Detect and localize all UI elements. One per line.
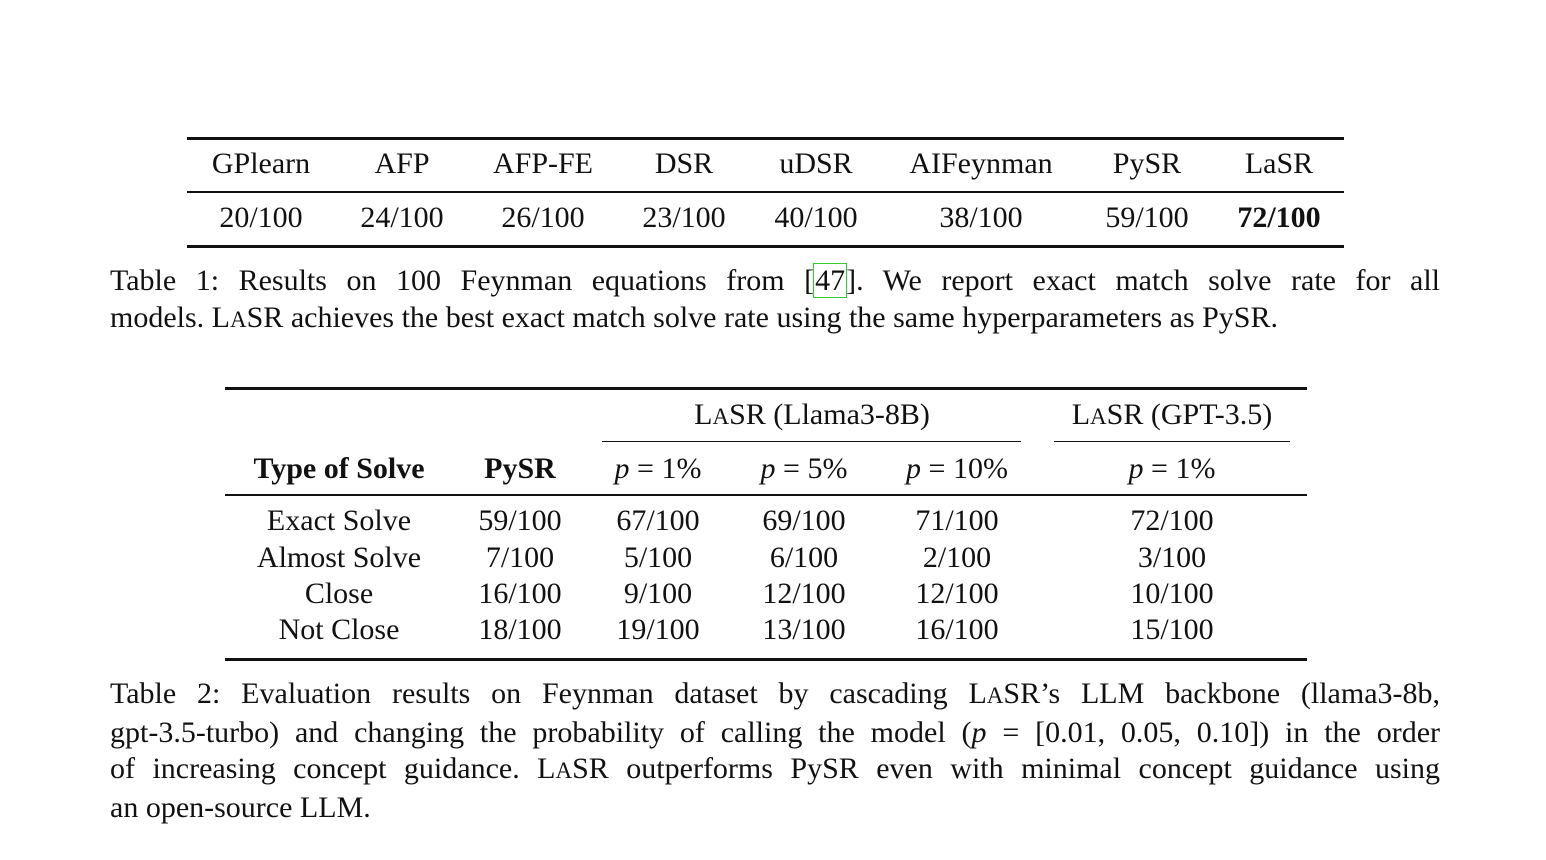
lasr-name: LASR (1071, 398, 1144, 431)
table1-cell: 40/100 (774, 201, 858, 234)
lasr-name: LASR (968, 677, 1041, 710)
p-value-header: p = 10% (906, 452, 1008, 485)
row-label: Close (304, 577, 374, 610)
caption1-line-2 (110, 300, 1440, 339)
caption2-line-1 (110, 676, 1440, 715)
citation-link[interactable]: 47 (815, 264, 846, 297)
table2-cell: 18/100 (478, 613, 562, 646)
table2-group2-cmidrule (1054, 441, 1290, 442)
table2-mid-rule (225, 494, 1307, 496)
caption1-text: models. (110, 300, 205, 334)
row-label: Almost Solve (256, 541, 422, 574)
table2-cell: 7/100 (485, 541, 555, 574)
row-label: Not Close (278, 613, 400, 646)
table2-cell: 19/100 (616, 613, 700, 646)
table2-caption (110, 676, 1440, 826)
caption2-line-2: gpt-3.5-turbo) and changing the probability of calling the model (p = [0.01, 0.05, 0.10]) in the order (110, 715, 1440, 749)
caption2-text: of increasing concept guidance. (110, 752, 520, 785)
table2-group1-cmidrule (602, 441, 1021, 442)
table1-cell: 23/100 (642, 201, 726, 234)
table2-cell: 15/100 (1130, 613, 1214, 646)
table2-top-rule (225, 387, 1307, 390)
table1-top-rule (187, 137, 1344, 140)
table2-cell: 69/100 (762, 504, 846, 537)
table2-cell: 12/100 (915, 577, 999, 610)
caption2-line-3 (110, 751, 1440, 790)
group-header-llama3 (694, 397, 930, 435)
table1-mid-rule (187, 191, 1344, 193)
table1-cell: 38/100 (939, 201, 1023, 234)
table1-col-header: uDSR (779, 147, 853, 180)
table2-cell: 59/100 (478, 504, 562, 537)
caption2-line-4: an open-source LLM. (110, 790, 371, 824)
table2-cell: 71/100 (915, 504, 999, 537)
table1-col-header: AFP (374, 147, 430, 180)
caption2-text: ’s LLM backbone (llama3-8b, (1040, 677, 1440, 710)
p-value-header: p = 5% (760, 452, 848, 485)
table1-col-header: LaSR (1244, 147, 1314, 180)
lasr-name: LASR (537, 752, 609, 785)
table1-col-header: GPlearn (211, 147, 311, 180)
table2-cell: 6/100 (769, 541, 839, 574)
table2-cell: 3/100 (1137, 541, 1207, 574)
table1-cell: 72/100 (1237, 201, 1321, 234)
caption1-line-1 (110, 263, 1440, 300)
table2-cell: 16/100 (915, 613, 999, 646)
table1-col-header: DSR (654, 147, 714, 180)
table2-cell: 16/100 (478, 577, 562, 610)
row-label: Exact Solve (266, 504, 412, 537)
lasr-name: LASR (211, 300, 284, 334)
table1-col-header: AIFeynman (909, 147, 1053, 180)
table2-cell: 5/100 (623, 541, 693, 574)
table2-bottom-rule (225, 658, 1307, 661)
lasr-name: LASR (694, 398, 766, 431)
table1-caption (110, 263, 1440, 338)
group-header-gpt35 (1072, 397, 1273, 435)
caption1-text: ]. We report exact match solve rate for all (846, 264, 1441, 297)
caption1-text: achieves the best exact match solve rate using the same hyperparameters as PySR. (290, 300, 1279, 334)
col-header-type-of-solve: Type of Solve (253, 452, 425, 485)
table2-cell: 10/100 (1130, 577, 1214, 610)
table1-cell: 24/100 (360, 201, 444, 234)
table1-cell: 20/100 (219, 201, 303, 234)
table2-cell: 72/100 (1130, 504, 1214, 537)
table1-cell: 26/100 (501, 201, 585, 234)
col-header-pysr: PySR (484, 452, 556, 485)
caption2-text: outperforms PySR even with minimal concept guidance using (626, 752, 1441, 785)
caption2-text: Table 2: Evaluation results on Feynman dataset by cascading (110, 677, 948, 710)
table1-cell: 59/100 (1105, 201, 1189, 234)
group2-suffix: (GPT-3.5) (1150, 398, 1273, 431)
table2-cell: 67/100 (616, 504, 700, 537)
p-value-header: p = 1% (1128, 452, 1216, 485)
table1-bottom-rule (187, 245, 1344, 248)
table2-cell: 13/100 (762, 613, 846, 646)
table1-col-header: PySR (1112, 147, 1182, 180)
table2-cell: 2/100 (922, 541, 992, 574)
caption1-text: Table 1: Results on 100 Feynman equations from [ (110, 264, 815, 297)
p-value-header: p = 1% (614, 452, 702, 485)
table1-col-header: AFP-FE (492, 147, 594, 180)
group1-suffix: (Llama3-8B) (773, 398, 930, 431)
table2-cell: 12/100 (762, 577, 846, 610)
table2-cell: 9/100 (623, 577, 693, 610)
